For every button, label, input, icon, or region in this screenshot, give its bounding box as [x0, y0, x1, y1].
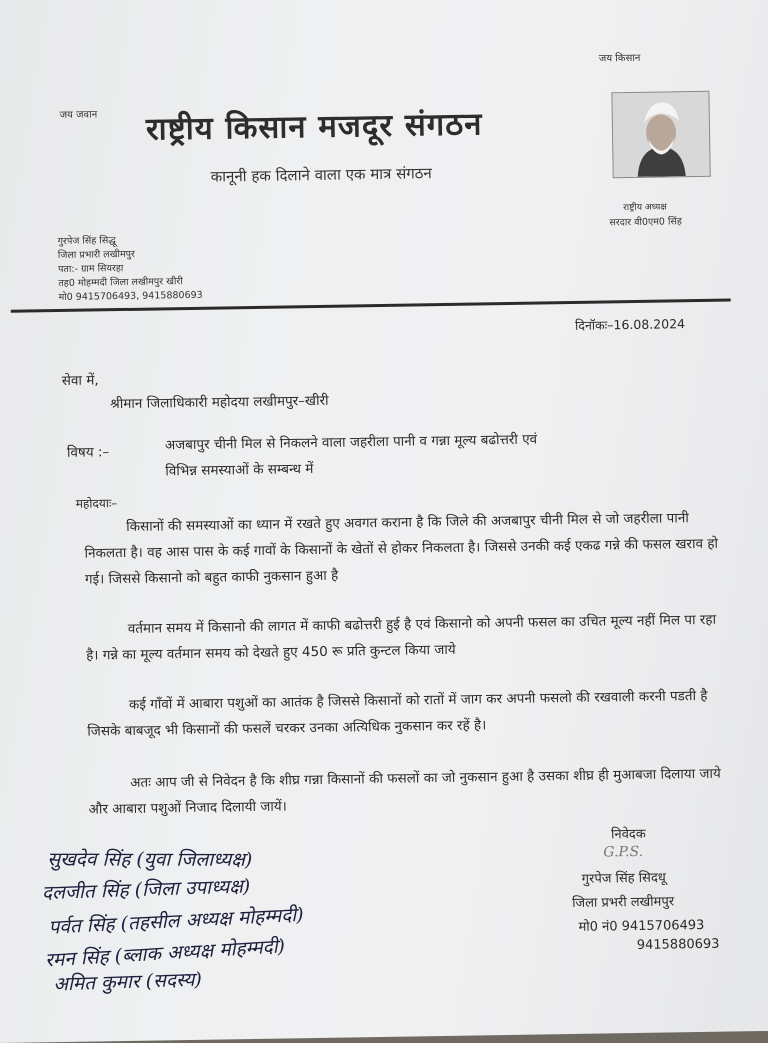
- organization-tagline: कानूनी हक दिलाने वाला एक मात्र संगठन: [210, 164, 432, 186]
- left-slogan: जय जवान: [59, 109, 98, 121]
- signatory-initials: G.P.S.: [603, 843, 644, 861]
- portrait-image: [612, 92, 709, 177]
- handwritten-member-5: अमित कुमार (सदस्य): [53, 968, 203, 996]
- greeting: महोदयाः–: [75, 496, 118, 511]
- subject-line-2: विभिन्न समस्याओं के सम्बन्ध में: [165, 461, 314, 480]
- sender-address: [58, 233, 203, 305]
- subject-line-1: अजबापुर चीनी मिल से निकलने वाला जहरीला पानी व गन्ना मूल्य बढोत्तरी एवं: [164, 431, 538, 454]
- recipient: श्रीमान जिलाधिकारी महोदया लखीमपुर–खीरी: [110, 392, 329, 413]
- paragraph-2: वर्तमान समय में किसानो की लागत में काफी बढोत्तरी हुई है एवं किसानो को अपनी फसल का उचित मूल्य नहीं मिल पा रहा है। गन्ने का मूल्य वर्तमान समय को देखते हुए 450 रू प्रति कुन्टल किया जाये: [86, 611, 717, 664]
- president-photo: [611, 91, 710, 179]
- signatory-post: जिला प्रभरी लखीमपुर: [572, 894, 675, 912]
- signatory-phone-2: 9415880693: [636, 936, 720, 954]
- paragraph-3: कई गाँवों में आबारा पशुओं का आतंक है जिससे किसानों को रातों में जाग कर अपनी फसलो की रखवाली करनी पडती है जिसके बाबजूद भी किसानों की फसलें चरकर उनका अत्यिधिक नुकसान कर रहें है।: [87, 687, 708, 740]
- sender-phone: मो0 9415706493, 9415880693: [58, 289, 203, 304]
- sender-name: गुरपेज सिंह सिद्धू: [57, 235, 116, 248]
- photo-caption-title: राष्ट्रीय अध्यक्ष: [623, 202, 667, 214]
- signatory-label: निवेदक: [610, 826, 646, 843]
- letter-date: दिनॉकः–16.08.2024: [574, 316, 686, 333]
- handwritten-member-1: सुखदेव सिंह (युवा जिलाध्यक्ष): [47, 848, 253, 871]
- photo-caption-name: सरदार वी0एम0 सिंह: [609, 216, 682, 229]
- paragraph-1: किसानों की समस्याओं का ध्यान में रखते हुए अवगत कराना है कि जिले की अजबापुर चीनी मिल से जो जहरीला पानी निकलता है। वह आस पास के कई गावों के किसानों के खेतों से होकर निकलता है। जिससे उनकी कई एकढ गन्ने की फसल खराव हो गई। जिससे किसानो को बहुत काफी नुकसान हुआ है: [84, 510, 719, 588]
- salutation: सेवा में,: [61, 372, 99, 389]
- signatory-name: गुरपेज सिंह सिदधू: [581, 870, 666, 887]
- signatory-phone-1: मो0 नं0 9415706493: [578, 917, 705, 935]
- subject-label: विषय :–: [66, 444, 110, 461]
- sender-district: तह0 मोहम्मदी जिला लखीमपुर खीरी: [58, 276, 183, 290]
- right-slogan: जय किसान: [598, 52, 641, 65]
- sender-post: जिला प्रभारी लखीमपुर: [57, 248, 135, 262]
- sender-village: पता:- ग्राम सियरहा: [58, 263, 124, 276]
- paragraph-4: अतः आप जी से निवेदन है कि शीघ्र गन्ना किसानों की फसलों का जो नुकसान हुआ है उसका शीघ्र ही मुआबजा दिलाया जाये और आबारा पशुओं निजाद दिलायी जायें।: [88, 765, 721, 818]
- handwritten-member-2: दलजीत सिंह (जिला उपाध्यक्ष): [41, 875, 251, 905]
- organization-name: राष्ट्रीय किसान मजदूर संगठन: [145, 106, 483, 148]
- handwritten-member-4: रमन सिंह (ब्लाक अध्यक्ष मोहम्मदी): [44, 935, 286, 972]
- handwritten-member-3: पर्वत सिंह (तहसील अध्यक्ष मोहम्मदी): [48, 903, 305, 939]
